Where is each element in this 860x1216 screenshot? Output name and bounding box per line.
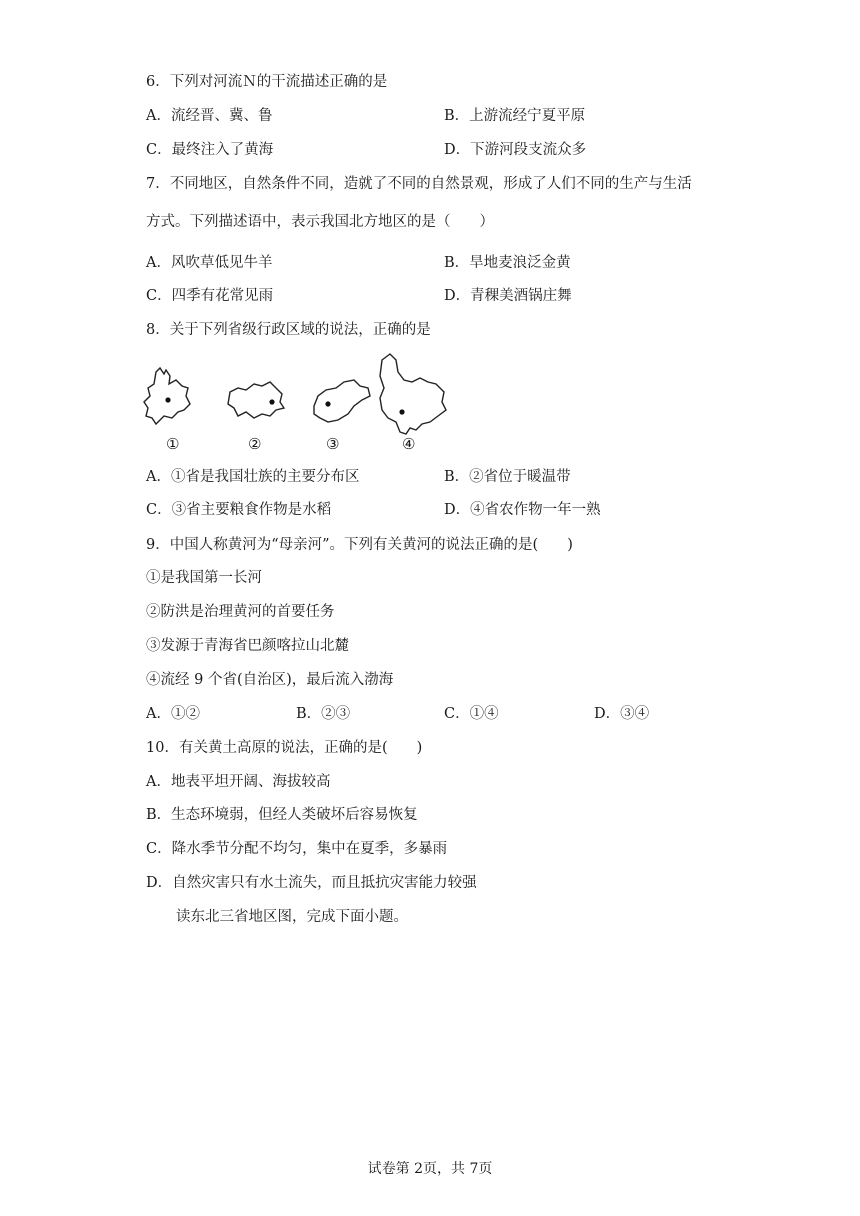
- q9-statement-2: ②防洪是治理黄河的首要任务: [146, 604, 335, 620]
- q6-option-b: B．上游流经宁夏平原: [444, 108, 586, 124]
- q9-option-c: C．①④: [444, 706, 499, 722]
- q6-option-d: D．下游河段支流众多: [444, 142, 587, 158]
- q10-option-a: A．地表平坦开阔、海拔较高: [146, 774, 331, 790]
- q9-statement-3: ③发源于青海省巴颜喀拉山北麓: [146, 638, 349, 654]
- q6-option-c: C．最终注入了黄海: [146, 142, 274, 158]
- province-map-1: [142, 366, 192, 436]
- province-outline-maps: [138, 352, 458, 456]
- q6-option-a: A．流经晋、冀、鲁: [146, 108, 273, 124]
- page-footer: 试卷第 2页，共 7页: [367, 1161, 493, 1177]
- q10-option-d: D．自然灾害只有水土流失，而且抵抗灾害能力较强: [146, 875, 477, 891]
- province-map-2: [226, 380, 288, 426]
- q9-stem: 9．中国人称黄河为“母亲河”。下列有关黄河的说法正确的是( ): [146, 537, 573, 553]
- q10-option-c: C．降水季节分配不均匀，集中在夏季，多暴雨: [146, 841, 448, 857]
- q8-option-c: C．③省主要粮食作物是水稻: [146, 502, 332, 518]
- q7-option-b: B．旱地麦浪泛金黄: [444, 255, 571, 271]
- q9-option-d: D．③④: [594, 706, 650, 722]
- q8-option-b: B．②省位于暖温带: [444, 469, 571, 485]
- q9-statement-4: ④流经 9 个省(自治区)，最后流入渤海: [146, 672, 394, 688]
- q10-stem: 10．有关黄土高原的说法，正确的是( ): [146, 740, 423, 756]
- section-intro: 读东北三省地区图，完成下面小题。: [176, 909, 408, 925]
- province-map-4: [376, 352, 450, 438]
- q6-stem: 6．下列对河流Ｎ的干流描述正确的是: [146, 74, 388, 90]
- map-label-4: ④: [402, 435, 416, 453]
- q8-option-d: D．④省农作物一年一熟: [444, 502, 601, 518]
- q9-option-b: B．②③: [296, 706, 351, 722]
- q9-statement-1: ①是我国第一长河: [146, 570, 262, 586]
- map-label-1: ①: [166, 435, 180, 453]
- q7-stem-line1: 7．不同地区，自然条件不同，造就了不同的自然景观，形成了人们不同的生产与生活: [146, 176, 692, 192]
- map-label-2: ②: [248, 435, 262, 453]
- province-map-3: [308, 376, 374, 428]
- q8-option-a: A．①省是我国壮族的主要分布区: [146, 469, 360, 485]
- q8-stem: 8．关于下列省级行政区域的说法，正确的是: [146, 322, 431, 338]
- q10-option-b: B．生态环境弱，但经人类破坏后容易恢复: [146, 807, 418, 823]
- map-label-3: ③: [326, 435, 340, 453]
- q7-option-c: C．四季有花常见雨: [146, 288, 274, 304]
- q7-option-a: A．风吹草低见牛羊: [146, 255, 273, 271]
- q7-stem-line2: 方式。下列描述语中，表示我国北方地区的是（ ）: [146, 214, 494, 230]
- q7-option-d: D．青稞美酒锅庄舞: [444, 288, 572, 304]
- q9-option-a: A．①②: [146, 706, 200, 722]
